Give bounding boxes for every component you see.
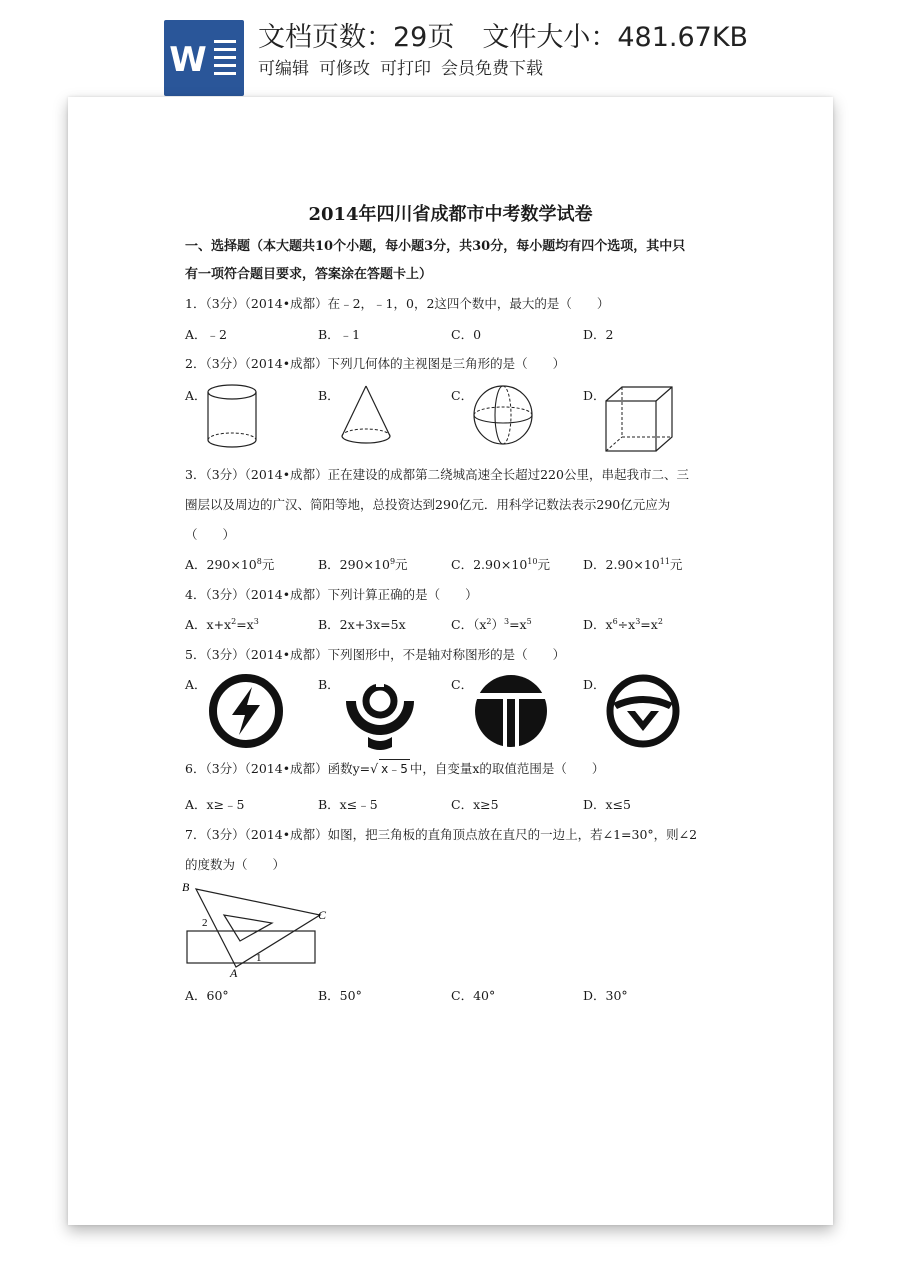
download-banner [0,0,900,100]
q1-option-b: B．﹣1 [318,327,361,342]
q6-radicand: x﹣5 [379,759,410,777]
feature-member-download: 会员免费下载 [441,59,543,79]
cone-figure [336,382,396,452]
sphere-figure [470,382,536,452]
q4-option-b: B．2x+3x=5x [318,617,406,632]
feature-editable: 可编辑 [258,59,309,79]
question-5: 5．（3分）（2014•成都）下列图形中，不是轴对称图形的是（ ） [185,647,566,662]
question-1: 1．（3分）（2014•成都）在﹣2，﹣1，0，2这四个数中，最大的是（ ） [185,296,610,311]
q4-option-a: A．$x+x^2=x^3$ [185,616,259,632]
question-7-line2: 的度数为（ ） [185,857,286,872]
cylinder-figure [202,382,262,452]
feature-modifiable: 可修改 [319,59,370,79]
q3-option-c: C．$2.90\times 10^{10}$元 [451,556,550,572]
file-size: 文件大小：481.67KB [482,22,749,53]
q5-label-d: D． [583,677,606,692]
word-document-icon [164,20,244,96]
q7-option-c: C．40° [451,988,496,1003]
split-circle-logo-figure [471,671,551,751]
lightning-logo-figure [206,671,286,751]
document-title: 2014年四川省成都市中考数学试卷 [308,204,593,225]
q5-label-c: C． [451,677,474,692]
q6-option-b: B．x≤﹣5 [318,797,378,812]
q2-label-d: D． [583,388,606,403]
q5-label-a: A． [185,677,207,692]
q1-option-a: A．﹣2 [185,327,227,342]
q1-option-c: C．0 [451,327,482,342]
word-logo-letter: W [169,40,207,80]
question-6: 6．（3分）（2014•成都）函数y=√ x﹣5 中，自变量x的取值范围是（ ） [185,761,605,776]
section-heading-line1: 一、选择题（本大题共10个小题，每小题3分，共30分，每小题均有四个选项，其中只 [185,239,686,254]
question-2: 2．（3分）（2014•成都）下列几何体的主视图是三角形的是（ ） [185,356,566,371]
q7-option-b: B．50° [318,988,362,1003]
q3-option-b: B．$290\times 10^9$元 [318,556,408,572]
q4-option-d: D．$x^6\div x^3=x^2$ [583,616,663,632]
ring-logo-figure [338,671,422,755]
steering-logo-figure [603,671,683,751]
page-count: 文档页数：29页 [258,22,455,53]
label-c: C [318,908,327,922]
question-7-line1: 7．（3分）（2014•成都）如图，把三角板的直角顶点放在直尺的一边上，若∠1=30°，则∠2 [185,827,698,842]
ruler-triangle-figure [180,879,340,979]
q2-label-b: B． [318,388,340,403]
q1-option-d: D．2 [583,327,614,342]
q3-option-a: A．$290\times 10^8$元 [185,556,275,572]
q7-option-a: A．60° [185,988,229,1003]
question-3-line1: 3．（3分）（2014•成都）正在建设的成都第二绕城高速全长超过220公里，串起我市二、三 [185,467,689,482]
q6-option-d: D．x≤5 [583,797,631,812]
question-3-line2: 圈层以及周边的广汉、简阳等地，总投资达到290亿元．用科学记数法表示290亿元应为 [185,497,671,512]
q3-option-d: D．$2.90\times 10^{11}$元 [583,556,683,572]
question-4: 4．（3分）（2014•成都）下列计算正确的是（ ） [185,587,478,602]
label-a: A [230,966,238,979]
section-heading-line2: 有一项符合题目要求，答案涂在答题卡上） [185,267,433,282]
q6-option-a: A．x≥﹣5 [185,797,245,812]
cube-figure [604,385,676,455]
feature-printable: 可打印 [380,59,431,79]
q7-option-d: D．30° [583,988,628,1003]
label-b: B [182,880,190,894]
feature-list [258,57,553,81]
q6-option-c: C．x≥5 [451,797,499,812]
q2-label-a: A． [185,388,207,403]
document-page [68,97,833,1225]
q2-label-c: C． [451,388,474,403]
label-angle-2: 2 [202,917,208,929]
label-angle-1: 1 [256,952,262,964]
q5-label-b: B． [318,677,340,692]
q4-option-c: C．$(x^2)^3=x^5$ [451,616,532,632]
file-info [258,18,748,58]
question-3-line3: （ ） [185,527,236,542]
